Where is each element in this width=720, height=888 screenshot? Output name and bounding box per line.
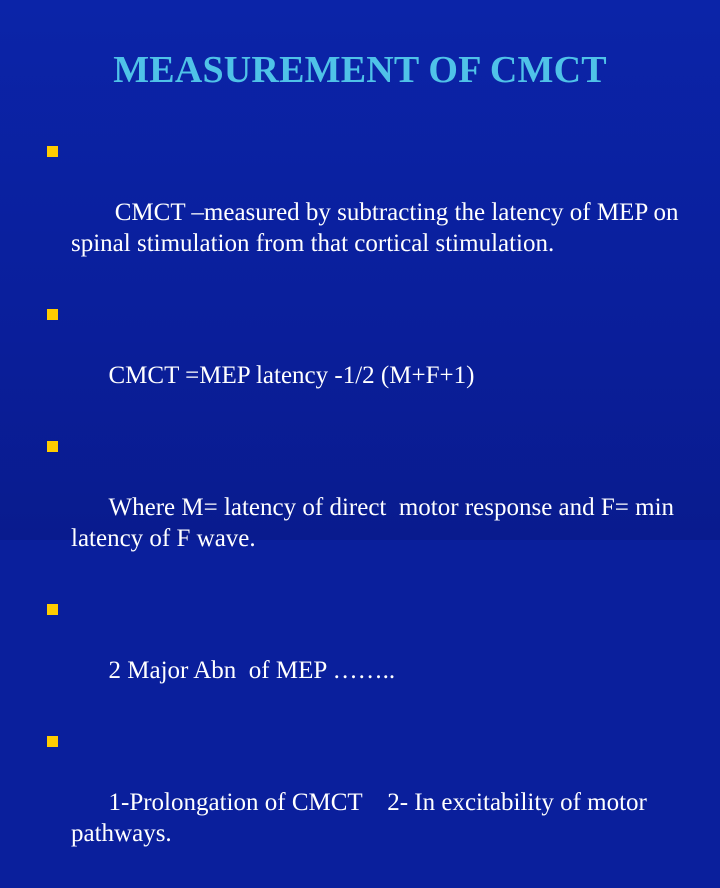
bullet-item xyxy=(45,430,685,585)
square-bullet-icon xyxy=(47,441,58,452)
bullet-text: CMCT –measured by subtracting the latency of MEP on spinal stimulation from that cortical stimulation. xyxy=(71,199,685,257)
square-bullet-icon xyxy=(47,309,58,320)
bullet-list xyxy=(45,135,685,888)
square-bullet-icon xyxy=(47,604,58,615)
bullet-text: CMCT =MEP latency -1/2 (M+F+1) xyxy=(108,362,475,389)
bullet-text: 1-Prolongation of CMCT 2- In excitability of motor pathways. xyxy=(71,789,654,847)
bullet-item xyxy=(45,298,685,422)
square-bullet-icon xyxy=(47,736,58,747)
bullet-text: 2 Major Abn of MEP …….. xyxy=(108,657,396,684)
slide-title: MEASUREMENT OF CMCT xyxy=(113,49,607,91)
bullet-item xyxy=(45,725,685,880)
square-bullet-icon xyxy=(47,146,58,157)
bullet-text: Where M= latency of direct motor response and F= min latency of F wave. xyxy=(71,494,681,552)
bullet-item xyxy=(45,135,685,290)
bullet-item xyxy=(45,593,685,717)
